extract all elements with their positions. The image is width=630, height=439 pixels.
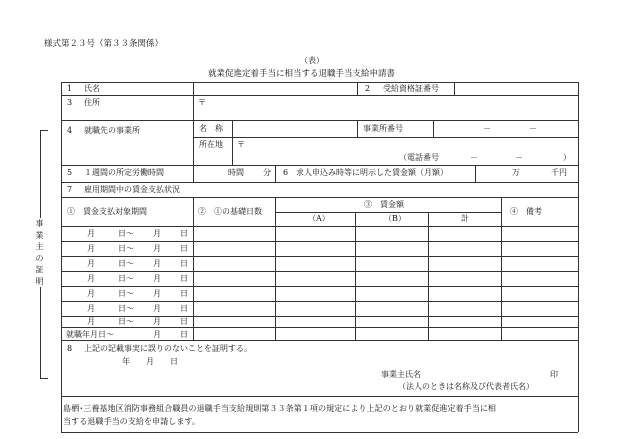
employer-name-label: 事業主氏名: [381, 370, 421, 379]
workplace-label: 就職先の事業所: [84, 126, 140, 135]
workplace-address-field[interactable]: [248, 138, 576, 152]
name-field[interactable]: [194, 83, 356, 94]
front-side-label: （表）: [300, 56, 324, 65]
address-label: 住所: [84, 98, 100, 107]
office-number-label: 事業所番号: [363, 124, 403, 133]
row6-number: 6: [283, 168, 289, 177]
employer-name-field[interactable]: [425, 368, 545, 380]
address-postal-mark: 〒: [198, 98, 206, 107]
wage-senyen-unit: 千円: [551, 168, 567, 177]
employer-certification-side-label: 事 業 主 の 証 明: [35, 219, 44, 286]
declaration-line-2: 当する退職手当の支給を申請します。: [63, 416, 200, 426]
col-wage-a-header: （A）: [308, 214, 330, 223]
row7-number: 7: [67, 185, 73, 194]
name-label: 氏名: [84, 84, 100, 93]
col-base-days-header: ② ①の基礎日数: [198, 207, 262, 216]
office-number-dash-2: －: [529, 124, 537, 133]
corporation-note: （法人のときは名称及び代表者氏名）: [398, 382, 534, 391]
phone-dash-1: －: [470, 153, 478, 162]
workplace-address-label: 所在地: [199, 140, 223, 149]
wage-payment-status-label: 雇用期間中の賃金支払状況: [84, 185, 180, 194]
hours-unit: 時間: [228, 168, 244, 177]
workplace-name-label: 名 称: [199, 124, 223, 133]
office-number-dash-1: －: [483, 124, 491, 133]
phone-close: ）: [563, 153, 571, 162]
certification-date: 年 月 日: [122, 357, 178, 366]
declaration-line-1: 島栖･三養基地区消防事務組合職員の退職手当支給規則第３３条第１項の規定により上記のとおり就業促進定着手当に相: [63, 403, 497, 413]
certificate-number-label: 受給資格証番号: [383, 84, 439, 93]
col-remarks-header: ④ 備考: [510, 207, 542, 216]
phone-dash-2: －: [515, 153, 523, 162]
form-title: 就業促進定着手当に相当する退職手当支給申請書: [208, 69, 396, 79]
row1-number: 1: [67, 84, 73, 93]
row8-number: 8: [67, 344, 73, 353]
minutes-unit: 分: [263, 168, 271, 177]
phone-label: （電話番号: [399, 153, 439, 162]
wage-amount-label: 求人申込み時等に明示した賃金額（月額）: [296, 168, 448, 177]
office-number-field[interactable]: [434, 121, 577, 136]
col-period-header: ① 賃金支払対象期間: [67, 207, 147, 216]
col-wage-b-header: （B）: [384, 214, 406, 223]
row4-number: 4: [67, 126, 73, 135]
certificate-number-field[interactable]: [455, 83, 577, 94]
certification-statement: 上記の記載事実に誤りのないことを証明する。: [84, 344, 252, 353]
row2-number: 2: [365, 84, 371, 93]
seal-mark: 印: [550, 370, 558, 379]
wage-man-unit: 万: [512, 168, 520, 177]
row5-number: 5: [67, 168, 73, 177]
col-wage-header: ③ 賃金額: [364, 200, 404, 209]
workplace-name-field[interactable]: [233, 121, 356, 136]
workplace-postal-mark: 〒: [237, 140, 245, 149]
col-wage-total-header: 計: [461, 214, 469, 223]
address-field[interactable]: [210, 96, 576, 119]
weekly-hours-label: １週間の所定労働時間: [84, 168, 164, 177]
row3-number: 3: [67, 98, 73, 107]
form-number: 様式第２３号（第３３条関係）: [44, 39, 164, 49]
